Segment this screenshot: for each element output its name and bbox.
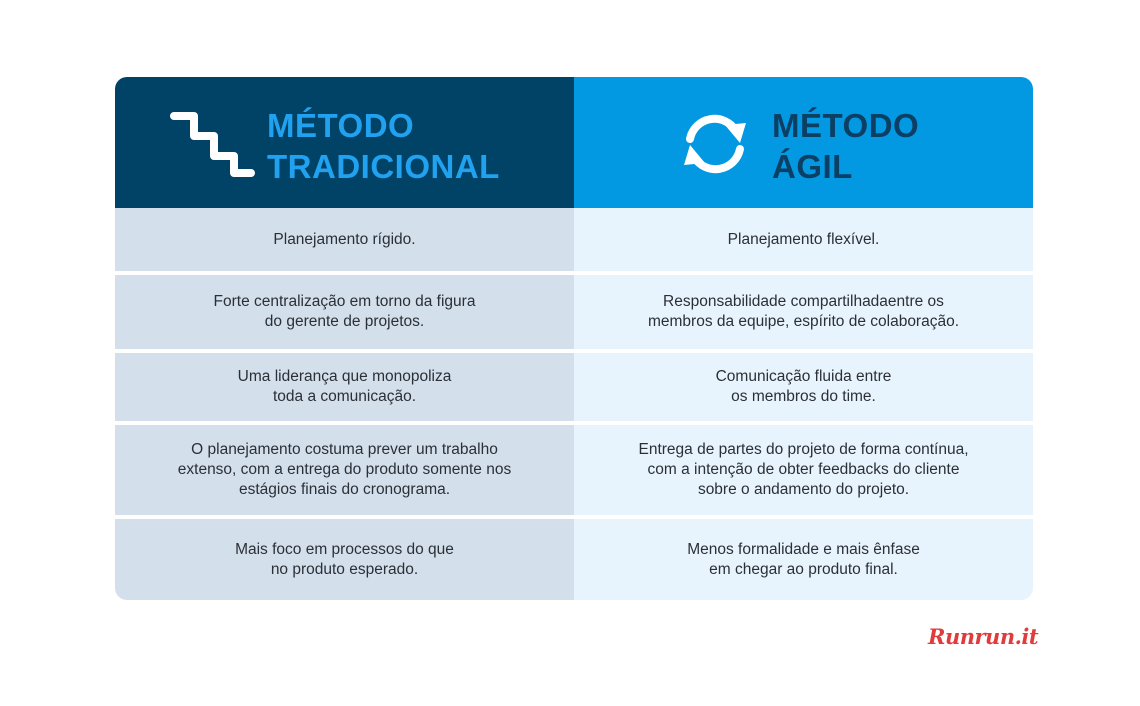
traditional-cell [115,208,574,271]
header-traditional-line1: MÉTODO [267,107,415,144]
header-traditional-line2: TRADICIONAL [267,148,500,185]
cell-text: estágios finais do cronograma. [238,481,451,498]
comparison-table [115,77,1033,600]
cell-text: Menos formalidade e mais ênfase [687,540,920,558]
table-row [115,275,1033,349]
table-row [115,353,1033,421]
agile-cell [574,275,1033,349]
cell-text: sobre o andamento do projeto. [697,481,910,498]
cell-text: com a intenção de obter feedbacks do cliente [647,461,960,478]
table-row [115,519,1033,600]
stairs-icon [170,112,255,177]
header-agile-line1: MÉTODO [772,107,920,144]
cell-text: Planejamento rígido. [273,230,416,248]
traditional-cell [115,353,574,421]
traditional-cell [115,519,574,600]
traditional-cell [115,275,574,349]
agile-cell [574,519,1033,600]
table-row [115,208,1033,271]
agile-cell [574,353,1033,421]
cell-text: Responsabilidade compartilhadaentre os [663,293,944,310]
cell-text: Entrega de partes do projeto de forma contínua, [638,441,969,458]
cell-text: Planejamento flexível. [727,230,880,248]
runrun-logo: Runrun.it [928,624,1039,649]
header-traditional-title [267,105,500,187]
header-agile-line2: ÁGIL [772,148,853,185]
cell-text: toda a comunicação. [272,388,417,405]
cell-text: membros da equipe, espírito de colaboração. [647,313,960,330]
agile-cell [574,208,1033,271]
header-agile-title [772,105,919,187]
traditional-cell [115,425,574,515]
cell-text: extenso, com a entrega do produto somente nos [177,461,512,478]
cell-text: no produto esperado. [270,560,419,578]
sync-icon [680,111,750,177]
header-traditional [115,77,574,208]
agile-cell [574,425,1033,515]
cell-text: O planejamento costuma prever um trabalho [191,441,498,458]
table-header [115,77,1033,208]
header-agile [574,77,1033,208]
cell-text: Uma liderança que monopoliza [237,368,452,385]
cell-text: do gerente de projetos. [264,313,425,330]
cell-text: Comunicação fluida entre [715,368,892,385]
cell-text: Mais foco em processos do que [235,540,454,558]
cell-text: em chegar ao produto final. [709,560,898,578]
table-row [115,425,1033,515]
cell-text: os membros do time. [731,388,876,405]
cell-text: Forte centralização em torno da figura [213,293,476,310]
